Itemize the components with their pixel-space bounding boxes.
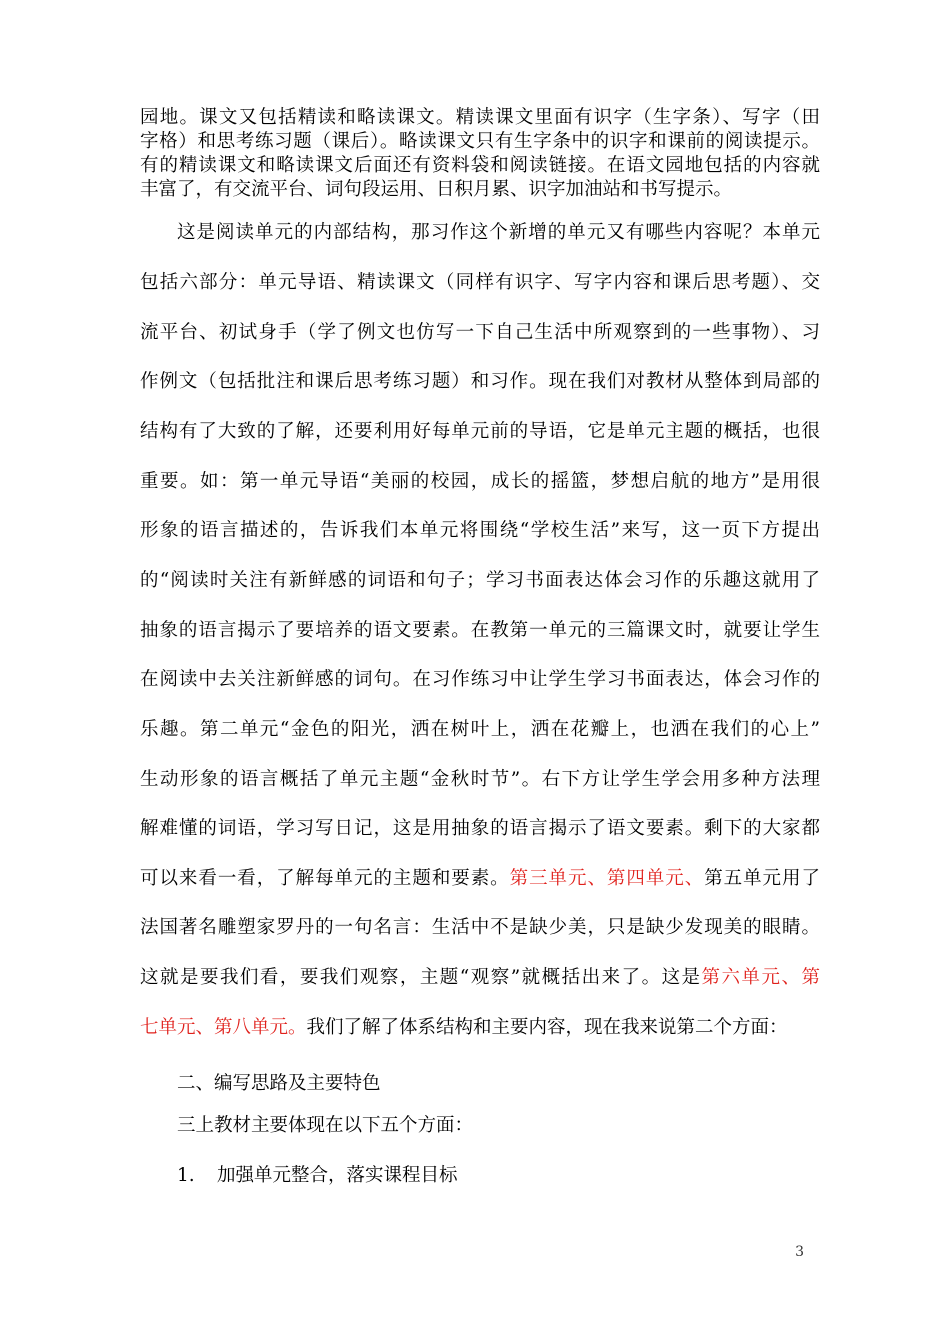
text-line: 的“阅读时关注有新鲜感的词语和句子；学习书面表达体会习作的乐趣这就用了 bbox=[140, 570, 820, 591]
text-line: 乐趣。第二单元“金色的阳光，洒在树叶上，洒在花瓣上，也洒在我们的心上” bbox=[140, 719, 820, 740]
text-segment: 我们了解了体系结构和主要内容，现在我来说第二个方面： bbox=[306, 1017, 788, 1038]
text-line: 解难懂的词语，学习写日记，这是用抽象的语言揭示了语文要素。剩下的大家都 bbox=[140, 818, 820, 839]
text-segment: 这就是要我们看，要我们观察，主题“观察”就概括出来了。这是 bbox=[140, 967, 702, 988]
text-line: 有的精读课文和略读课文后面还有资料袋和阅读链接。在语文园地包括的内容就 bbox=[140, 155, 820, 176]
text-line-mixed bbox=[140, 1015, 820, 1041]
page-number: 3 bbox=[795, 1244, 804, 1260]
text-line: 法国著名雕塑家罗丹的一句名言：生活中不是缺少美，只是缺少发现美的眼睛。 bbox=[140, 917, 820, 938]
text-line: 流平台、初试身手（学了例文也仿写一下自己生活中所观察到的一些事物）、习 bbox=[140, 322, 820, 343]
highlighted-text: 第六单元、第 bbox=[701, 967, 820, 988]
text-segment: 可以来看一看，了解每单元的主题和要素。 bbox=[140, 868, 510, 889]
text-line-mixed bbox=[140, 866, 820, 892]
list-item-text: 加强单元整合，落实课程目标 bbox=[217, 1165, 458, 1186]
highlighted-text: 第三单元、第四单元、 bbox=[509, 868, 705, 889]
text-line: 丰富了，有交流平台、词句段运用、日积月累、识字加油站和书写提示。 bbox=[140, 179, 733, 200]
text-line: 包括六部分：单元导语、精读课文（同样有识字、写字内容和课后思考题）、交 bbox=[140, 272, 820, 293]
text-line-mixed bbox=[140, 965, 820, 991]
text-line: 生动形象的语言概括了单元主题“金秋时节”。右下方让学生学会用多种方法理 bbox=[140, 769, 820, 790]
text-segment: 第五单元用了 bbox=[704, 868, 820, 889]
text-line: 作例文（包括批注和课后思考练习题）和习作。现在我们对教材从整体到局部的 bbox=[140, 371, 820, 392]
text-line: 在阅读中去关注新鲜感的词句。在习作练习中让学生学习书面表达，体会习作的 bbox=[140, 669, 820, 690]
text-line: 园地。课文又包括精读和略读课文。精读课文里面有识字（生字条）、写字（田 bbox=[140, 107, 820, 128]
text-line: 形象的语言描述的，告诉我们本单元将围绕“学校生活”来写，这一页下方提出 bbox=[140, 520, 820, 541]
text-line: 结构有了大致的了解，还要利用好每单元前的导语，它是单元主题的概括，也很 bbox=[140, 421, 820, 442]
text-line: 字格）和思考练习题（课后）。略读课文只有生字条中的识字和课前的阅读提示。 bbox=[140, 131, 820, 152]
text-line: 抽象的语言揭示了要培养的语文要素。在教第一单元的三篇课文时，就要让学生 bbox=[140, 620, 820, 641]
section-heading: 二、编写思路及主要特色 bbox=[177, 1073, 381, 1094]
highlighted-text: 七单元、第八单元。 bbox=[140, 1017, 307, 1038]
intro-line: 三上教材主要体现在以下五个方面： bbox=[177, 1115, 474, 1136]
text-line: 重要。如：第一单元导语“美丽的校园，成长的摇篮，梦想启航的地方”是用很 bbox=[140, 471, 820, 492]
text-line: 这是阅读单元的内部结构，那习作这个新增的单元又有哪些内容呢？本单元 bbox=[177, 222, 820, 243]
list-item-number: 1. bbox=[177, 1165, 195, 1186]
list-item bbox=[177, 1163, 820, 1189]
